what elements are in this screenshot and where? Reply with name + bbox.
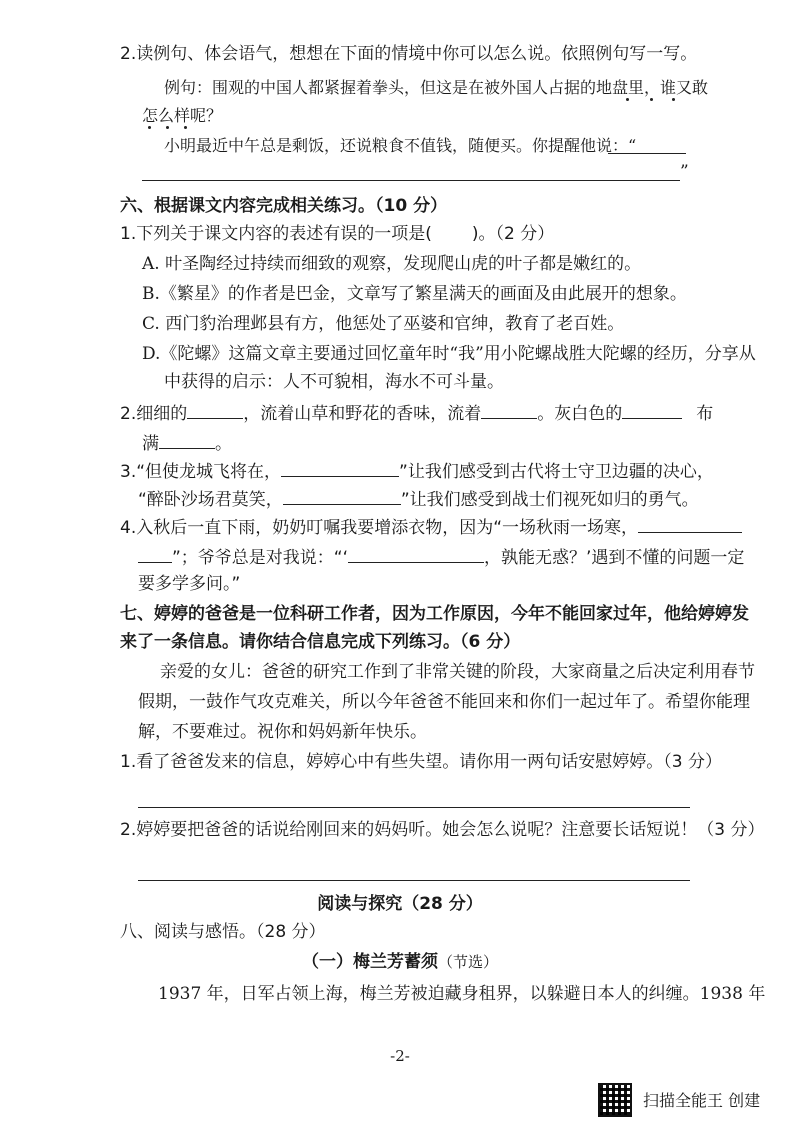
s6-q2-e: 满: [142, 434, 159, 454]
section7-heading-line1: 七、婷婷的爸爸是一位科研工作者，因为工作原因，今年不能回家过年，他给婷婷发: [120, 604, 749, 624]
s6-q4-line1: [120, 514, 742, 540]
s6-q3-c: “醉卧沙场君莫笑，: [138, 490, 283, 510]
qr-code-icon: [598, 1083, 632, 1117]
emphasis-dot: [166, 126, 169, 129]
s6-q4-b: ”；爷爷总是对我说：“‘: [172, 548, 349, 568]
s6-q4-line2: [138, 544, 744, 570]
close-quote: ”: [680, 162, 689, 182]
message-line2: 假期，一鼓作气攻克难关，所以今年爸爸不能回来和你们一起过年了。希望你能理: [138, 692, 750, 712]
s6-q2-line2: [142, 430, 232, 456]
s6-q1-stem-b: )。（2 分）: [471, 224, 555, 244]
passage-title: （一）梅兰芳蓄须: [301, 952, 438, 972]
q2-example-line1: 例句：围观的中国人都紧握着拳头，但这是在被外国人占据的地盘里，谁又敢: [164, 78, 709, 97]
answer-blank[interactable]: [159, 430, 215, 449]
answer-blank[interactable]: [608, 153, 686, 154]
q2-title: 2.读例句、体会语气，想想在下面的情境中你可以怎么说。依照例句写一写。: [120, 44, 698, 64]
section7-heading-line2: 来了一条信息。请你结合信息完成下列练习。（6 分）: [120, 632, 521, 652]
s6-q4-c: ，孰能无惑？’遇到不懂的问题一定: [484, 548, 745, 568]
s6-q2-line1: [120, 400, 713, 426]
s7-q1: 1.看了爸爸发来的信息，婷婷心中有些失望。请你用一两句话安慰婷婷。（3 分）: [120, 752, 722, 772]
message-line3: 解，不要难过。祝你和妈妈新年快乐。: [138, 722, 427, 742]
section6-heading: 六、根据课文内容完成相关练习。（10 分）: [120, 196, 448, 216]
option-a: A. 叶圣陶经过持续而细致的观察，发现爬山虎的叶子都是嫩红的。: [142, 254, 642, 274]
s6-q2-d: 布: [696, 404, 714, 424]
passage-line1: 1937 年，日军占领上海，梅兰芳被迫藏身租界，以躲避日本人的纠缠。1938 年: [158, 984, 766, 1004]
answer-blank[interactable]: [481, 400, 537, 419]
emphasis-dot: [650, 98, 653, 101]
message-line1: 亲爱的女儿：爸爸的研究工作到了非常关键的阶段，大家商量之后决定利用春节: [160, 662, 755, 682]
q2-example-line2: 怎么样呢？: [142, 106, 223, 125]
page-number: -2-: [390, 1047, 410, 1065]
s6-q2-a: 2.细细的: [120, 404, 188, 424]
s6-q4-line3: 要多学多问。”: [138, 574, 241, 594]
s6-q1-stem-a: 1.下列关于课文内容的表述有误的一项是(: [120, 224, 432, 244]
emphasis-dot: [184, 126, 187, 129]
answer-blank[interactable]: [348, 544, 484, 563]
passage-note: （节选）: [437, 953, 498, 971]
answer-blank[interactable]: [622, 400, 682, 419]
answer-blank[interactable]: [283, 486, 401, 505]
emphasis-dot: [626, 98, 629, 101]
answer-line[interactable]: [138, 880, 690, 881]
answer-blank[interactable]: [281, 458, 399, 477]
s6-q3-a: 3.“但使龙城飞将在，: [120, 462, 282, 482]
scanner-watermark: 扫描全能王 创建: [643, 1091, 761, 1110]
option-c: C. 西门豹治理邺县有方，他惩处了巫婆和官绅，教育了老百姓。: [142, 314, 625, 334]
s6-q2-b: ，流着山草和野花的香味，流着: [243, 404, 482, 424]
answer-blank[interactable]: [638, 514, 742, 533]
s6-q3-d: ”让我们感受到战士们视死如归的勇气。: [400, 490, 699, 510]
s6-q4-a: 4.入秋后一直下雨，奶奶叮嘱我要增添衣物，因为“一场秋雨一场寒，: [120, 518, 639, 538]
answer-blank[interactable]: [138, 544, 172, 563]
option-d-line1: D.《陀螺》这篇文章主要通过回忆童年时“我”用小陀螺战胜大陀螺的经历，分享从: [142, 344, 756, 364]
emphasis-dot: [672, 98, 675, 101]
section8-heading: 八、阅读与感悟。（28 分）: [120, 922, 326, 942]
part-title: 阅读与探究（28 分）: [317, 894, 483, 914]
answer-line[interactable]: [138, 807, 690, 808]
s6-q3-line1: [120, 458, 714, 484]
s7-q2: 2.婷婷要把爸爸的话说给刚回来的妈妈听。她会怎么说呢？注意要长话短说！（3 分）: [120, 820, 765, 840]
answer-line[interactable]: [142, 180, 680, 181]
passage-title-row: [0, 950, 800, 974]
s6-q1-stem: [120, 222, 554, 246]
s6-q3-b: ”让我们感受到古代将士守卫边疆的决心，: [399, 462, 714, 482]
s6-q3-line2: [138, 486, 699, 512]
s6-q2-f: 。: [215, 434, 232, 454]
q2-prompt: 小明最近中午总是剩饭，还说粮食不值钱，随便买。你提醒他说：“: [164, 136, 637, 155]
option-b: B.《繁星》的作者是巴金，文章写了繁星满天的画面及由此展开的想象。: [142, 284, 687, 304]
answer-blank[interactable]: [187, 400, 243, 419]
emphasis-dot: [148, 126, 151, 129]
s6-q2-c: 。灰白色的: [537, 404, 623, 424]
option-d-line2: 中获得的启示：人不可貌相，海水不可斗量。: [164, 372, 504, 392]
